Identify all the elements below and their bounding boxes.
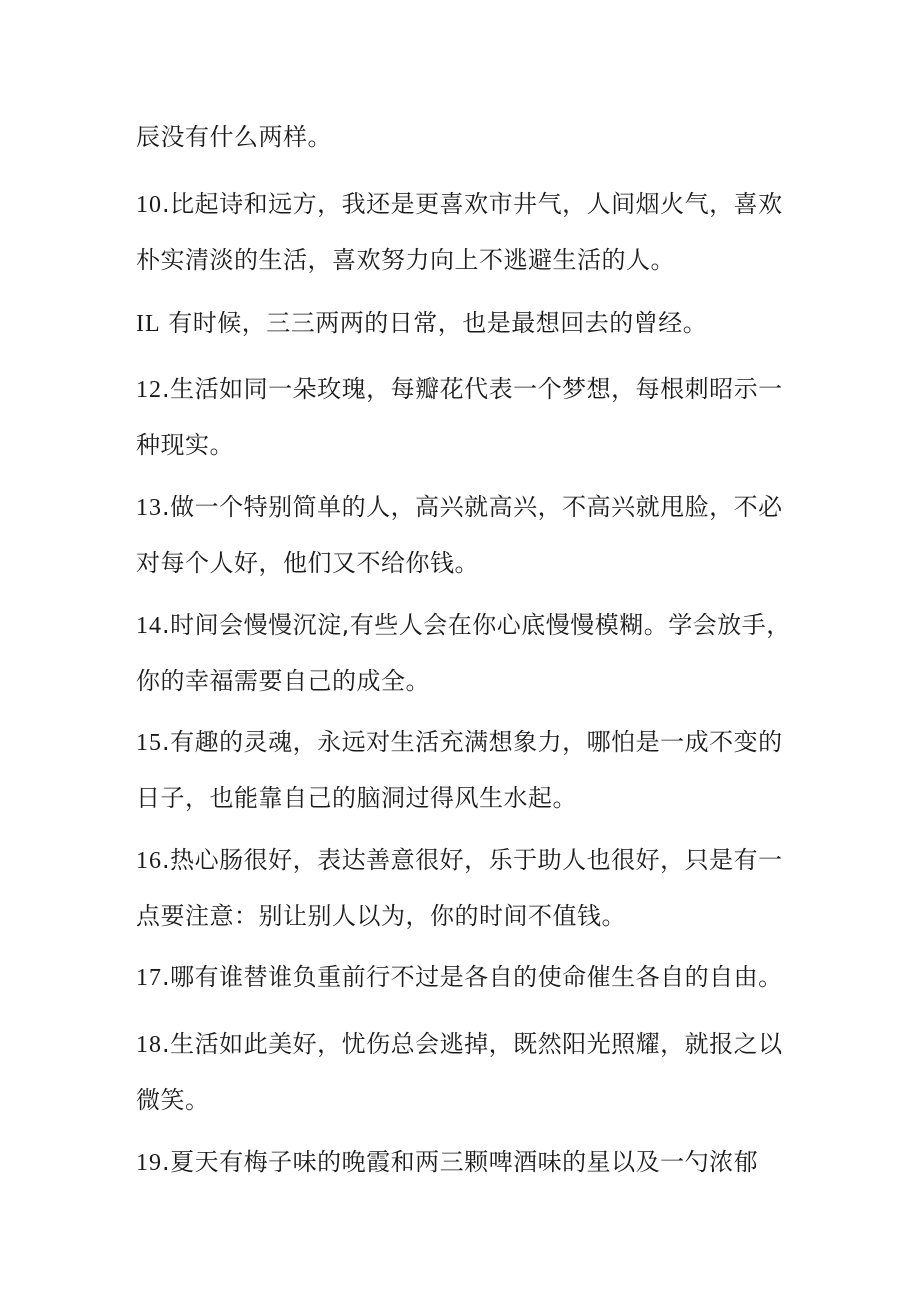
paragraph-13 — [136, 480, 816, 591]
paragraph-line: .比起诗和远方，我还是更喜欢市井气，人间烟火气，喜欢 — [162, 190, 783, 218]
paragraph-11 — [136, 296, 816, 352]
paragraph-18 — [136, 1017, 816, 1128]
paragraph-line: 辰没有什么两样。 — [136, 123, 332, 151]
paragraph-line: .有趣的灵魂，永远对生活充满想象力，哪怕是一成不变的 — [162, 728, 783, 756]
paragraph-line: 日子，也能靠自己的脑洞过得风生水起。 — [136, 784, 577, 812]
paragraph-line: .夏天有梅子味的晚霞和两三颗啤酒味的星以及一勺浓郁 — [162, 1148, 759, 1176]
paragraph-line: .时间会慢慢沉淀,有些人会在你心底慢慢模糊。学会放手， — [162, 611, 791, 639]
paragraph-15 — [136, 715, 816, 826]
paragraph-16 — [136, 833, 816, 944]
paragraph-line: 种现实。 — [136, 431, 234, 459]
paragraph-line: .生活如同一朵玫瑰，每瓣花代表一个梦想，每根刺昭示一 — [162, 375, 783, 403]
paragraph-number: 13 — [136, 495, 162, 521]
paragraph-number: 19 — [136, 1150, 162, 1176]
paragraph-number: 17 — [136, 965, 162, 991]
paragraph-line: .生活如此美好，忧伤总会逃掉，既然阳光照耀，就报之以 — [162, 1030, 783, 1058]
paragraph-14 — [136, 598, 816, 709]
paragraph-line: 有时候，三三两两的日常，也是最想回去的曾经。 — [168, 309, 708, 337]
paragraph-number: 12 — [136, 377, 162, 403]
paragraph-number: 10 — [136, 192, 162, 218]
paragraph-10 — [136, 177, 816, 288]
paragraph-line: .做一个特别简单的人，高兴就高兴，不高兴就甩脸，不必 — [162, 493, 783, 521]
paragraph-line: 微笑。 — [136, 1086, 210, 1114]
paragraph-12 — [136, 362, 816, 473]
paragraph-9-tail — [136, 110, 816, 165]
paragraph-number: 18 — [136, 1032, 162, 1058]
paragraph-line: 点要注意：别让别人以为，你的时间不值钱。 — [136, 902, 626, 930]
paragraph-line: .热心肠很好，表达善意很好，乐于助人也很好，只是有一 — [162, 846, 783, 874]
paragraph-17 — [136, 950, 816, 1006]
paragraph-number: 16 — [136, 848, 162, 874]
paragraph-line: 朴实清淡的生活，喜欢努力向上不逃避生活的人。 — [136, 246, 675, 274]
paragraph-19 — [136, 1135, 816, 1191]
paragraph-number: 14 — [136, 613, 162, 639]
paragraph-number: 15 — [136, 730, 162, 756]
paragraph-line: .哪有谁替谁负重前行不过是各自的使命催生各自的自由。 — [162, 963, 783, 991]
paragraph-line: 对每个人好，他们又不给你钱。 — [136, 549, 479, 577]
paragraph-number: IL — [136, 311, 161, 337]
paragraph-line: 你的幸福需要自己的成全。 — [136, 667, 430, 695]
